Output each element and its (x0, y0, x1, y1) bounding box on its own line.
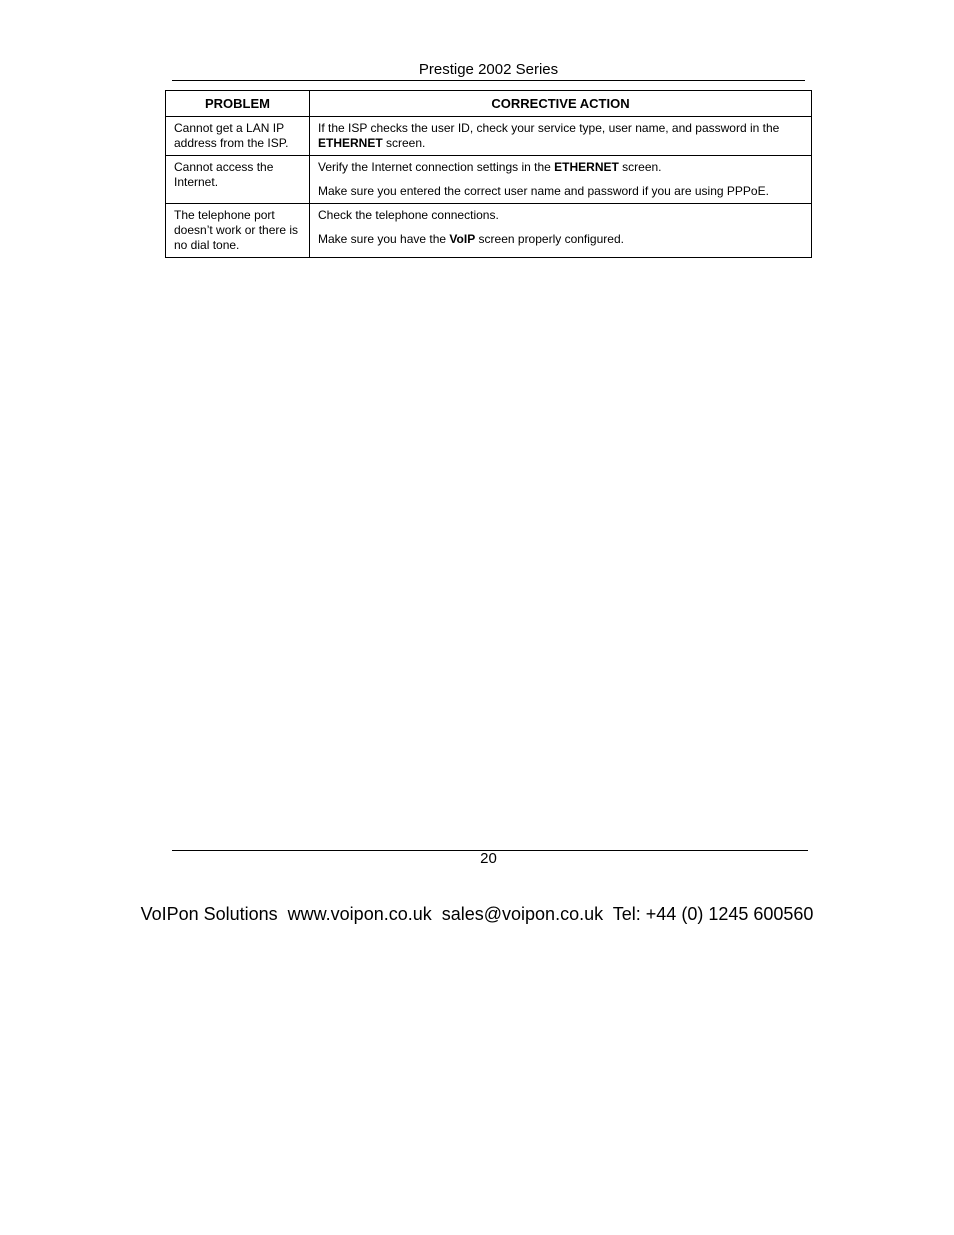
action-paragraph (318, 232, 803, 247)
corrective-action-cell (310, 117, 812, 156)
corrective-action-cell (310, 156, 812, 204)
troubleshooting-table (165, 90, 812, 258)
footer-contact-line: VoIPon Solutions www.voipon.co.uk sales@voipon.co.uk Tel: +44 (0) 1245 600560 (140, 904, 814, 924)
table-row (166, 117, 812, 156)
problem-cell: Cannot access the Internet. (166, 156, 310, 204)
action-text: screen. (618, 160, 662, 174)
problem-cell: The telephone port doesn’t work or there is no dial tone. (166, 204, 310, 258)
table-row (166, 156, 812, 204)
action-paragraph (318, 160, 803, 175)
page-header-title: Prestige 2002 Series (418, 61, 559, 78)
action-paragraph: Check the telephone connections. (318, 208, 499, 222)
action-text: screen properly configured. (475, 232, 624, 246)
column-header-corrective-action: CORRECTIVE ACTION (310, 91, 812, 117)
action-text: screen. (382, 136, 426, 150)
action-paragraph: Make sure you entered the correct user name and password if you are using PPPoE. (318, 184, 769, 198)
action-paragraph (318, 121, 803, 151)
screen-name: ETHERNET (554, 160, 619, 174)
action-text: If the ISP checks the user ID, check your service type, user name, and password in the (318, 121, 780, 135)
column-header-problem: PROBLEM (166, 91, 310, 117)
screen-name: ETHERNET (318, 136, 383, 150)
page-number: 20 (480, 850, 497, 867)
table-row (166, 204, 812, 258)
problem-cell: Cannot get a LAN IP address from the ISP. (166, 117, 310, 156)
table-header-row (166, 91, 812, 117)
corrective-action-cell (310, 204, 812, 258)
action-text: Verify the Internet connection settings in the (318, 160, 555, 174)
screen-name: VoIP (449, 232, 476, 246)
action-text: Make sure you have the (318, 232, 450, 246)
header-divider (172, 80, 805, 81)
